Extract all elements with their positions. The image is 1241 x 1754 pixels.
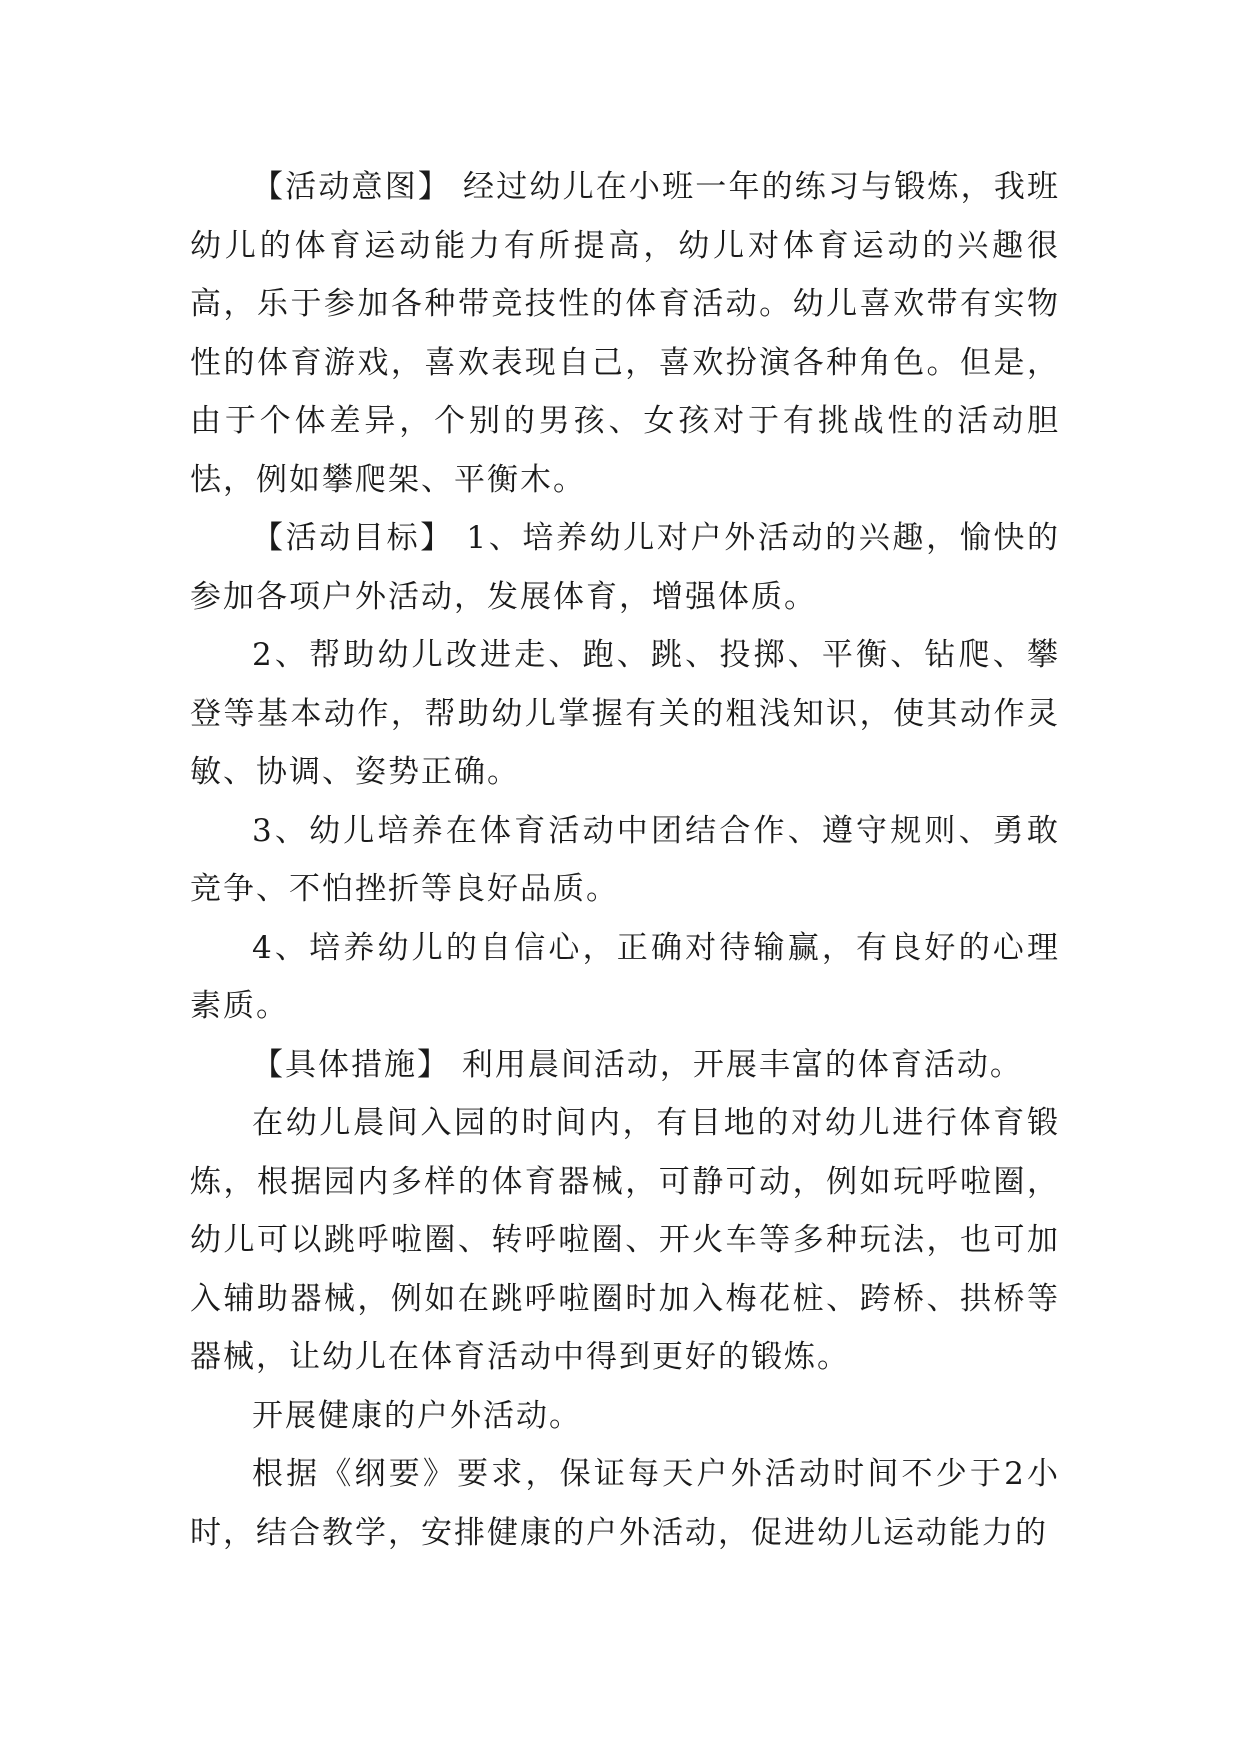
paragraph-activity-goal-1: 【活动目标】 1、培养幼儿对户外活动的兴趣，愉快的参加各项户外活动，发展体育，增强体质。 — [190, 520, 1060, 615]
paragraph-activity-goal-3: 3、幼儿培养在体育活动中团结合作、遵守规则、勇敢竞争、不怕挫折等良好品质。 — [190, 812, 1060, 907]
paragraph-activity-goal-2: 2、帮助幼儿改进走、跑、跳、投掷、平衡、钻爬、攀登等基本动作，帮助幼儿掌握有关的粗浅知识，使其动作灵敏、协调、姿势正确。 — [190, 637, 1060, 790]
paragraph-activity-intent: 【活动意图】 经过幼儿在小班一年的练习与锻炼，我班幼儿的体育运动能力有所提高，幼儿对体育运动的兴趣很高，乐于参加各种带竞技性的体育活动。幼儿喜欢带有实物性的体育游戏，喜欢表现自己，喜欢扮演各种角色。但是，由于个体差异，个别的男孩、女孩对于有挑战性的活动胆怯，例如攀爬架、平衡木。 — [190, 169, 1060, 498]
paragraph-activity-goal-4: 4、培养幼儿的自信心，正确对待输赢，有良好的心理素质。 — [190, 929, 1060, 1024]
paragraph-measures-heading: 【具体措施】 利用晨间活动，开展丰富的体育活动。 — [252, 1046, 1023, 1083]
document-body — [190, 158, 1060, 1562]
paragraph-outdoor-details: 根据《纲要》要求，保证每天户外活动时间不少于2小时，结合教学，安排健康的户外活动，促进幼儿运动能力的 — [190, 1456, 1060, 1551]
paragraph-outdoor-heading: 开展健康的户外活动。 — [252, 1397, 582, 1434]
paragraph-morning-activities: 在幼儿晨间入园的时间内，有目地的对幼儿进行体育锻炼，根据园内多样的体育器械，可静可动，例如玩呼啦圈，幼儿可以跳呼啦圈、转呼啦圈、开火车等多种玩法，也可加入辅助器械，例如在跳呼啦圈时加入梅花桩、跨桥、拱桥等器械，让幼儿在体育活动中得到更好的锻炼。 — [190, 1105, 1060, 1375]
